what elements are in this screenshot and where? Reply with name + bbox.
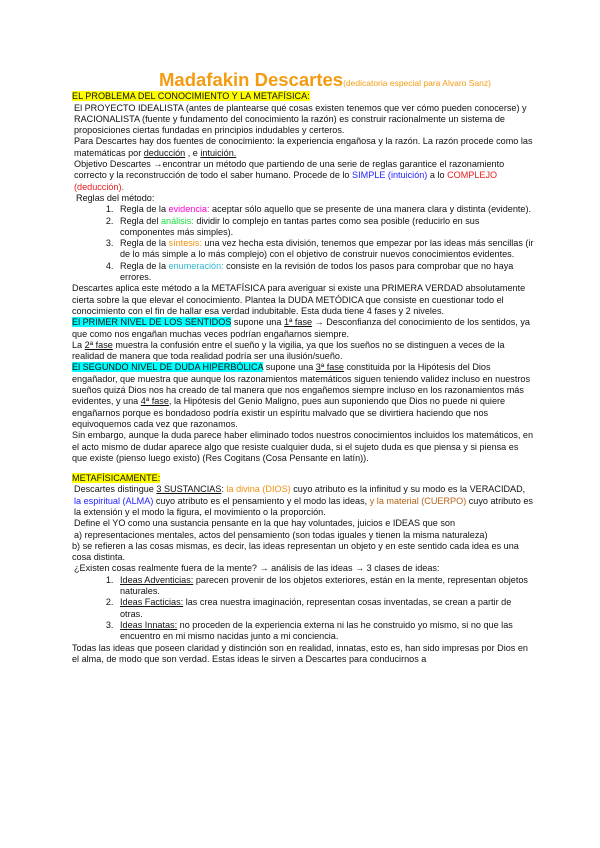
paragraph-ideas-b: b) se refieren a las cosas mismas, es decir, las ideas representan un objeto y en este sentido cada idea es una cosa distinta.	[72, 540, 519, 563]
term-cuerpo: y la material (CUERPO)	[369, 495, 467, 506]
list-item: 3. Ideas Innatas: no proceden de la experiencia externa ni las he construido yo mismo, si no que las encuentro en mi mismo nacidas junto a mi conciencia.	[116, 620, 534, 643]
paragraph-ideas-a: a) representaciones mentales, actos del pensamiento (son todas iguales y tienen la misma naturaleza)	[74, 529, 488, 540]
list-item: 1. Ideas Adventicias: parecen provenir de los objetos exteriores, están en la mente, representan objetos naturales.	[116, 575, 534, 598]
list-item: 2. Regla del análisis: dividir lo complejo en tantas partes como sea posible (reducirlo en sus componentes más simples).	[116, 216, 534, 239]
document-title: Madafakin Descartes	[159, 69, 344, 90]
paragraph-yo: Define el YO como una sustancia pensante en la que hay voluntades, juicios e IDEAS que son	[74, 518, 456, 529]
list-item: 2. Ideas Facticias: las crea nuestra imaginación, representan cosas inventadas, se crean a partir de otras.	[116, 597, 534, 620]
document-subtitle: (dedicatoria especial para Alvaro Sanz)	[343, 78, 491, 88]
section-heading-problema: EL PROBLEMA DEL CONOCIMIENTO Y LA METAFÍSICA:	[72, 91, 310, 102]
paragraph-ideas-innatas: Todas las ideas que poseen claridad y distinción son en realidad, innatas, esto es, han sido impresas por Dios en el alma, de modo que son verdad. Estas ideas le sirven a Descartes para conducirnos a	[72, 642, 528, 664]
document-page	[72, 69, 534, 665]
term-intuicion: intuición.	[200, 147, 237, 158]
rules-list	[72, 204, 534, 283]
document-header	[116, 69, 534, 90]
rule-enumeracion-term: enumeración:	[168, 260, 224, 271]
rule-evidencia-term: evidencia:	[168, 204, 210, 215]
term-complejo: COMPLEJO (deducción).	[74, 170, 498, 192]
section-heading-metafisica: METAFÍSICAMENTE:	[72, 473, 161, 484]
term-alma: la espiritual (ALMA)	[74, 495, 154, 506]
paragraph-proyecto: El PROYECTO IDEALISTA (antes de plantearse qué cosas existen tenemos que ver cómo pueden conocerse) y RACIONALISTA (fuente y fundamento del conocimiento la razón) es construir racionalmente un sistema de proposiciones ciertas fundadas en principios indudables y certeros.	[74, 102, 527, 136]
paragraph-cogito: Sin embargo, aunque la duda parece haber eliminado todos nuestros conocimientos incluidos los matemáticos, en el acto mismo de dudar aparece algo que resiste cualquier duda, si el sujeto duda es que piensa y si piensa es que existe (pienso luego existo) (Res Cogitans (Cosa Pensante en latín)).	[72, 430, 534, 463]
list-item: 1. Regla de la evidencia: aceptar sólo aquello que se presente de una manera clara y distinta (evidente).	[116, 204, 534, 215]
rule-analisis-term: análisis:	[160, 215, 194, 226]
paragraph-primer-nivel: El PRIMER NIVEL DE LOS SENTIDOS supone una 1ª fase → Desconfianza del conocimiento de los sentidos, ya que como nos engañan muchas veces podrían engañarnos siempre.	[72, 317, 530, 339]
ideas-list	[72, 575, 534, 643]
paragraph-objetivo: Objetivo Descartes →encontrar un método que partiendo de una serie de reglas garantice el razonamiento correcto y la reconstrucción de todo el saber humano. Procede de lo SIMPLE (intuición) a lo COMPLEJO (deducción).	[74, 159, 505, 192]
highlight-primer-nivel: El PRIMER NIVEL DE LOS SENTIDOS	[72, 317, 232, 328]
paragraph-pregunta: ¿Existen cosas realmente fuera de la mente? → análisis de las ideas → 3 clases de ideas:	[74, 563, 440, 574]
paragraph-fuentes: Para Descartes hay dos fuentes de conocimiento: la experiencia engañosa y la razón. La razón procede como las matemáticas por deducción , e intuición.	[74, 136, 533, 158]
paragraph-duda-metodica: Descartes aplica este método a la METAFÍSICA para averiguar si existe una PRIMERA VERDAD absolutamente cierta sobre la que elevar el conocimiento. Plantea la DUDA METÓDICA que consiste en cuestionar todo el conocimiento con el fin de hallar esa verdad indubitable. Esta duda tiene 4 fases y 2 niveles.	[72, 283, 526, 316]
rule-sintesis-term: síntesis:	[168, 238, 202, 249]
term-simple: SIMPLE (intuición)	[352, 170, 428, 181]
term-deduccion: deducción	[143, 147, 186, 158]
paragraph-segundo-nivel: El SEGUNDO NIVEL DE DUDA HIPERBÓLICA supone una 3ª fase constituida por la Hipótesis del Dios engañador, que muestra que aunque los razonamientos matemáticos siguen teniendo validez incluso en nuestros sueños quizá Dios nos ha creado de tal manera que nos engañemos siempre incluso en los razonamientos más evidentes, y una 4ª fase, la Hipótesis del Genio Maligno, pues aun suponiendo que Dios no puede ni quiere engañarnos porque es bondadoso podría existir un espíritu malvado que se divirtiera haciendo que nos equivoquemos cada vez que razonamos.	[72, 362, 531, 429]
term-dios: la divina (DIOS)	[226, 484, 291, 495]
paragraph-segunda-fase: La 2ª fase muestra la confusión entre el sueño y la vigilia, ya que los sueños no se distinguen a veces de la realidad de manera que toda realidad podría ser una ilusión/sueño.	[72, 339, 505, 362]
highlight-segundo-nivel: El SEGUNDO NIVEL DE DUDA HIPERBÓLICA	[72, 362, 264, 373]
rules-intro: Reglas del método:	[76, 192, 155, 203]
paragraph-sustancias: Descartes distingue 3 SUSTANCIAS: la divina (DIOS) cuyo atributo es la infinitud y su modo es la VERACIDAD, la espiritual (ALMA) cuyo atributo es el pensamiento y el modo las ideas, y la material (CUERPO) cuyo atributo es la extensión y el modo la figura, el movimiento o la proporción.	[74, 484, 533, 517]
list-item: 3. Regla de la síntesis: una vez hecha esta división, tenemos que empezar por las ideas más sencillas (ir de lo más simple a lo más complejo) con el objetivo de construir nuevos conocimientos evidentes.	[116, 238, 534, 261]
list-item: 4. Regla de la enumeración: consiste en la revisión de todos los pasos para comprobar que no haya errores.	[116, 261, 534, 284]
